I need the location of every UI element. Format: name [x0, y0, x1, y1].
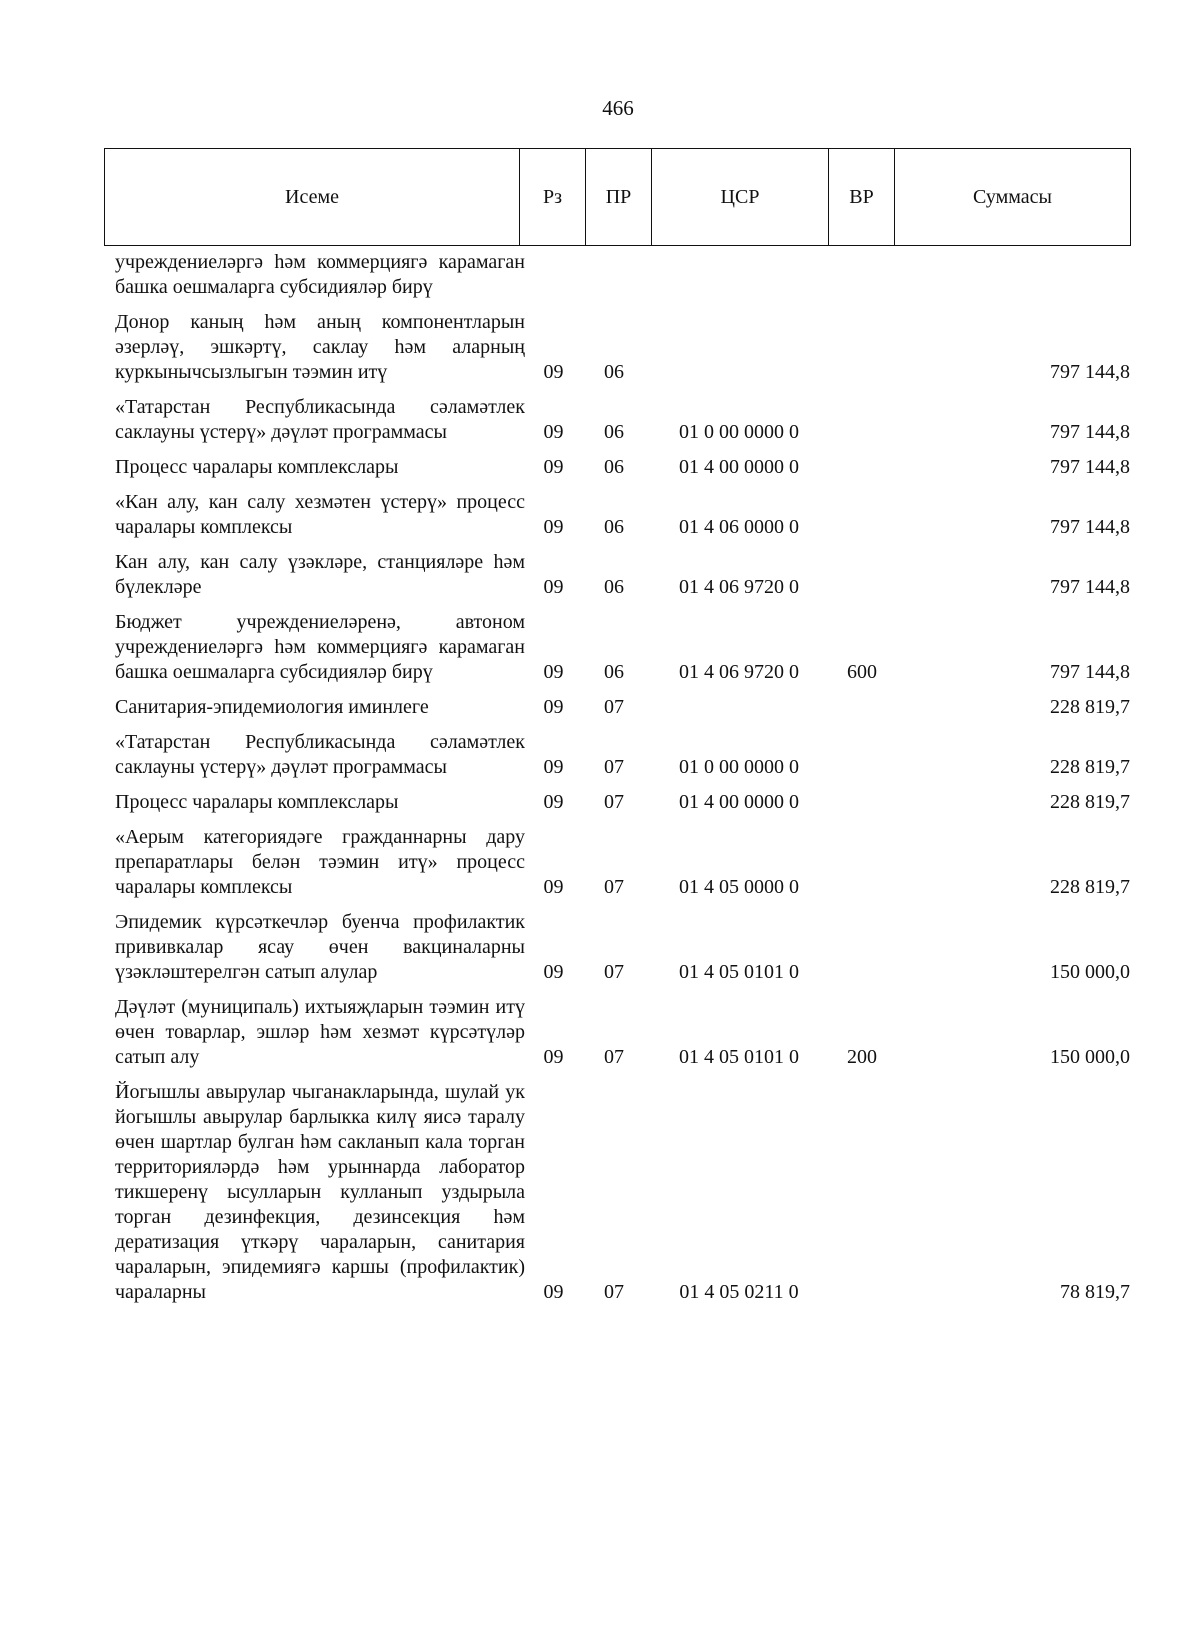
budget-table-body	[115, 250, 1130, 1315]
row-rz: 09	[543, 456, 564, 478]
row-sum: 797 144,8	[1050, 661, 1130, 683]
row-pr: 07	[604, 876, 624, 898]
row-csr: 01 4 06 0000 0	[679, 516, 799, 538]
row-sum: 797 144,8	[1050, 576, 1130, 598]
row-name: Дәүләт (муниципаль) ихтыяҗларын тәэмин итү өчен товарлар, эшләр һәм хезмәт күрсәтүләр сатып алу	[115, 996, 525, 1068]
header-vr: ВР	[829, 149, 895, 246]
row-rz: 09	[543, 1046, 564, 1068]
row-rz: 09	[543, 1281, 564, 1303]
row-name: Донор каның һәм аның компонентларын әзерләү, эшкәртү, саклау һәм аларның куркынычсызлыгын тәэмин итү	[115, 311, 525, 383]
table-row	[115, 730, 1130, 780]
row-csr: 01 0 00 0000 0	[679, 421, 799, 443]
row-rz: 09	[543, 696, 564, 718]
table-row	[115, 490, 1130, 540]
row-pr: 06	[604, 421, 624, 443]
page-number: 466	[602, 96, 634, 120]
row-rz: 09	[543, 876, 564, 898]
row-rz: 09	[543, 361, 564, 383]
row-csr: 01 0 00 0000 0	[679, 756, 799, 778]
row-name: Кан алу, кан салу үзәкләре, станцияләре һәм бүлекләре	[115, 551, 525, 598]
row-pr: 06	[604, 576, 624, 598]
row-sum: 78 819,7	[1060, 1281, 1130, 1303]
table-row	[115, 610, 1130, 685]
table-row	[115, 455, 1130, 480]
header-name: Исеме	[105, 149, 520, 246]
row-name: учреждениеләргә һәм коммерциягә карамаган башка оешмаларга субсидияләр бирү	[115, 251, 525, 298]
row-pr: 06	[604, 361, 624, 383]
row-name: Эпидемик күрсәткечләр буенча профилактик прививкалар ясау өчен вакциналарны үзәкләштерелгән сатып алулар	[115, 911, 525, 983]
row-csr: 01 4 00 0000 0	[679, 456, 799, 478]
row-csr: 01 4 00 0000 0	[679, 791, 799, 813]
row-csr: 01 4 05 0101 0	[679, 1046, 799, 1068]
header-csr: ЦСР	[652, 149, 829, 246]
row-rz: 09	[543, 756, 564, 778]
row-pr: 06	[604, 456, 624, 478]
row-csr: 01 4 05 0211 0	[679, 1281, 799, 1303]
row-pr: 07	[604, 756, 624, 778]
row-sum: 150 000,0	[1050, 961, 1130, 983]
row-name: Процесс чаралары комплекслары	[115, 791, 399, 813]
header-sum: Суммасы	[895, 149, 1131, 246]
header-rz: Рз	[520, 149, 586, 246]
row-name: Санитария-эпидемиология иминлеге	[115, 696, 429, 718]
row-pr: 07	[604, 961, 624, 983]
row-csr: 01 4 06 9720 0	[679, 576, 799, 598]
table-row	[115, 790, 1130, 815]
row-sum: 797 144,8	[1050, 456, 1130, 478]
row-rz: 09	[543, 421, 564, 443]
row-name: Бюджет учреждениеләренә, автоном учреждениеләргә һәм коммерциягә карамаган башка оешмаларга субсидияләр бирү	[115, 611, 525, 683]
row-rz: 09	[543, 576, 564, 598]
row-sum: 228 819,7	[1050, 696, 1130, 718]
row-pr: 07	[604, 791, 624, 813]
row-vr: 600	[847, 661, 877, 683]
table-row	[115, 310, 1130, 385]
row-sum: 228 819,7	[1050, 791, 1130, 813]
row-rz: 09	[543, 661, 564, 683]
row-name: «Татарстан Республикасында сәламәтлек саклауны үстерү» дәүләт программасы	[115, 731, 525, 778]
table-row	[115, 550, 1130, 600]
row-sum: 797 144,8	[1050, 361, 1130, 383]
row-pr: 06	[604, 516, 624, 538]
row-vr: 200	[847, 1046, 877, 1068]
row-name: «Татарстан Республикасында сәламәтлек саклауны үстерү» дәүләт программасы	[115, 396, 525, 443]
table-row	[115, 1080, 1130, 1305]
row-pr: 07	[604, 1281, 624, 1303]
row-sum: 797 144,8	[1050, 421, 1130, 443]
table-row	[115, 250, 1130, 300]
table-row	[115, 995, 1130, 1070]
row-sum: 797 144,8	[1050, 516, 1130, 538]
row-sum: 150 000,0	[1050, 1046, 1130, 1068]
row-pr: 07	[604, 696, 624, 718]
table-row	[115, 395, 1130, 445]
table-row	[115, 910, 1130, 985]
row-name: «Кан алу, кан салу хезмәтен үстерү» процесс чаралары комплексы	[115, 491, 525, 538]
row-csr: 01 4 06 9720 0	[679, 661, 799, 683]
row-pr: 06	[604, 661, 624, 683]
row-pr: 07	[604, 1046, 624, 1068]
row-rz: 09	[543, 961, 564, 983]
row-rz: 09	[543, 791, 564, 813]
row-name: «Аерым категориядәге гражданнарны дару препаратлары белән тәэмин итү» процесс чаралары комплексы	[115, 826, 525, 898]
table-row	[115, 825, 1130, 900]
row-name: Процесс чаралары комплекслары	[115, 456, 399, 478]
table-row	[115, 695, 1130, 720]
row-csr: 01 4 05 0000 0	[679, 876, 799, 898]
row-name: Йогышлы авырулар чыганакларында, шулай ук йогышлы авырулар барлыкка килү яисә таралу өчен шартлар булган һәм сакланып кала торган территорияләрдә һәм урыннарда лаборатор тикшеренү ысулларын кулланып уздырыла торган дезинфекция, дезинсекция һәм дератизация үткәрү чараларын, санитария чараларын, эпидемиягә каршы (профилактик) чараларны	[115, 1081, 525, 1303]
header-pr: ПР	[586, 149, 652, 246]
row-sum: 228 819,7	[1050, 756, 1130, 778]
row-sum: 228 819,7	[1050, 876, 1130, 898]
row-csr: 01 4 05 0101 0	[679, 961, 799, 983]
table-header	[104, 148, 1131, 246]
row-rz: 09	[543, 516, 564, 538]
